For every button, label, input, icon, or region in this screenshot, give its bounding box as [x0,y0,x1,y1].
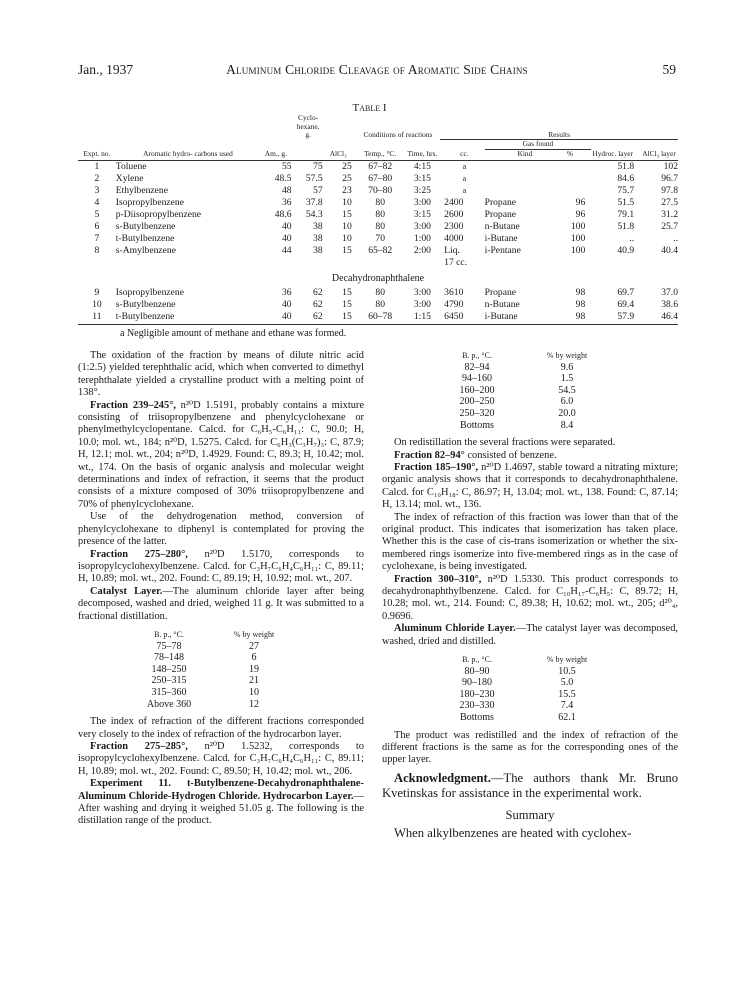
header-gas-found-label: Gas found [485,140,592,150]
fraction-heading: Fraction 275–285°, [90,740,188,752]
table-row [78,221,678,233]
gas-percent: 100 [570,245,586,256]
cyclohexane-amount: 38 [313,245,323,256]
weight-percent: 10 [249,686,259,698]
header-alcl3-layer: AlCl₃ layer [642,148,676,158]
table-row [78,245,678,257]
time: 2:00 [413,245,431,256]
paragraph-text: n²⁰D 1.5330. This product corresponds to decahydronaphthylbenzene. Calcd. for C₁₀H₁₇-C₆H₅: C, 89.72; H, 10.28; mol. wt., 214. Found: C, 89.38; H, 10.62; mol. wt., 205; d²⁰₄, 0.9696. [382,573,678,622]
expt-no: 8 [94,245,100,256]
hydroc-layer: 84.6 [617,173,635,184]
empty-cell [356,257,405,269]
amount: 48.5 [274,173,292,184]
weight-percent: 12 [249,698,259,710]
alcl3-layer: 25.7 [661,221,678,232]
expt-no: 9 [94,287,100,298]
gas-cc: Liq. [444,245,460,256]
alcl3-amount: 10 [342,197,352,208]
boiling-range: 94–160 [462,373,492,385]
left-column [78,350,364,828]
amount: 55 [281,161,292,172]
temperature: 60–78 [368,311,393,322]
weight-percent: 6 [251,652,257,664]
boiling-range: Bottoms [460,419,494,431]
expt-no: 4 [94,197,100,208]
gas-kind: Propane [484,197,517,208]
gas-cc-continued: 17 cc. [444,257,468,268]
empty-cell [78,257,116,269]
running-title: Aluminum Chloride Cleavage of Aromatic Side Chains [226,62,528,77]
header-gas-found [485,140,592,159]
table-footnote: a Negligible amount of methane and ethane was formed. [120,328,347,339]
temperature: 67–82 [368,161,393,172]
empty-cell [640,257,678,269]
page-number: 59 [662,62,676,77]
aromatic-name: s-Butylbenzene [115,299,176,310]
left-paragraph-4 [78,549,364,586]
left-paragraph-2 [78,400,364,512]
expt-no: 1 [94,161,100,172]
boiling-range: 80–90 [464,665,490,677]
amount: 40 [281,233,292,244]
hydroc-layer: 69.7 [617,287,635,298]
expt-no: 5 [94,209,100,220]
gas-percent [556,185,592,197]
aromatic-name: Isopropylbenzene [115,197,184,208]
alcl3-layer: 31.2 [661,209,678,220]
distillation-row [134,641,304,653]
cyclohexane-amount: 62 [313,299,323,310]
aromatic-name: Isopropylbenzene [115,287,184,298]
distillation-row [442,362,622,374]
left-paragraph-7 [78,741,364,778]
cyclohexane-amount: 54.3 [305,209,323,220]
weight-percent: 5.0 [560,677,574,689]
amount: 48.6 [274,209,292,220]
left-paragraph-3: Use of the dehydrogenation method, conversion of phenylcyclohexane to diphenyl is contemplated for proving the presence of the latter. [78,511,364,548]
gas-kind: i-Butane [484,233,518,244]
header-time: Time, hrs. [407,148,438,158]
distillation-row [442,666,622,678]
dist-header-weight: % by weight [233,629,275,639]
boiling-range: 315–360 [151,686,187,698]
header-results: Results [440,114,678,140]
gas-cc: a [462,186,467,195]
boiling-range: 180–230 [459,688,495,700]
left-paragraph-6: The index of refraction of the different fractions corresponded very closely to the index of refraction of the hydrocarbon layer. [78,716,364,740]
paragraph-text: consisted of benzene. [464,449,557,461]
alcl3-amount: 25 [342,173,352,184]
amount: 40 [281,299,292,310]
gas-kind: n-Butane [484,221,520,232]
expt-no: 10 [92,299,102,310]
alcl3-amount: 15 [342,209,352,220]
left-paragraph-5 [78,586,364,623]
distillation-row [442,677,622,689]
table-bottom-rule [78,324,678,325]
time: 3:15 [413,209,431,220]
distillation-row [134,652,304,664]
alcl3-amount: 10 [342,233,352,244]
weight-percent: 54.5 [558,384,576,396]
time: 3:15 [413,173,431,184]
table-header-row-2 [78,140,678,159]
boiling-range: 200–250 [459,396,495,408]
right-paragraph-2 [382,450,678,462]
boiling-range: 230–330 [459,700,495,712]
paragraph-text: —The aluminum chloride layer after being decomposed, washed and dried, weighed 11 g. It was submitted to a fractional distillation. [78,585,364,622]
cyclohexane-amount: 38 [313,221,323,232]
cyclohexane-amount: 62 [313,287,323,298]
weight-percent: 19 [249,663,259,675]
aromatic-name: Ethylbenzene [115,185,168,196]
header-hydroc-layer: Hydroc. layer [592,148,634,158]
hydroc-layer: 57.9 [617,311,635,322]
amount: 36 [281,197,292,208]
distillation-row [442,712,622,724]
gas-percent: 98 [575,311,586,322]
cyclohexane-amount: 62 [313,311,323,322]
gas-kind: Propane [484,287,517,298]
alcl3-layer: 97.8 [661,185,678,196]
table-header-row-1 [78,114,678,140]
temperature: 80 [375,197,385,208]
gas-kind [485,185,556,197]
expt-no: 2 [94,173,100,184]
gas-percent: 98 [575,287,586,298]
boiling-range: 75–78 [156,640,182,652]
alcl3-amount: 23 [342,185,352,196]
alcl3-amount: 15 [342,299,352,310]
gas-percent: 100 [570,221,586,232]
temperature: 65–82 [368,245,393,256]
cyclohexane-amount: 37.8 [305,197,323,208]
table-row [78,287,678,299]
gas-cc: 4790 [444,299,464,310]
time: 3:25 [413,185,431,196]
aromatic-name: t-Butylbenzene [115,311,175,322]
gas-cc: a [462,162,467,171]
empty-cell [556,257,592,269]
aromatic-name: s-Butylbenzene [115,221,176,232]
boiling-range: 82–94 [464,361,490,373]
section-heading: Aluminum Chloride Layer. [394,623,516,635]
gas-kind [485,173,556,185]
alcl3-layer: .. [673,233,678,244]
gas-percent [556,173,592,185]
expt-no: 3 [94,185,100,196]
temperature: 80 [375,209,385,220]
fraction-heading: Fraction 185–190°, [394,461,479,473]
summary-heading: Summary [505,808,555,823]
distillation-row [442,385,622,397]
issue-date: Jan., 1937 [78,62,134,77]
cyclohexane-amount: 57 [313,185,323,196]
table-row [78,233,678,245]
expt-no: 6 [94,221,100,232]
distillation-row [134,699,304,711]
table-body-cyclohexane [78,161,678,270]
gas-kind: i-Butane [484,311,518,322]
distillation-row [442,373,622,385]
boiling-range: 250–315 [151,675,187,687]
alcl3-layer: 102 [663,161,678,172]
weight-percent: 27 [249,640,259,652]
hydroc-layer: 51.8 [617,161,635,172]
header-expt: Expt. no. [83,148,111,158]
paragraph-text: n²⁰D 1.4697, stable toward a nitrating mixture; organic analysis shows that it corresponds to decahydronaphthalene. Calcd. for C₁₀H₁₈: C, 86.97; H, 13.04; mol. wt., 138. Found: C, 87.14; H, 13.14; mol. wt., 136. [382,461,678,511]
acknowledgment-heading: Acknowledgment. [394,770,491,785]
section-decahydronaphthalene: Decahydronaphthalene [331,273,425,284]
temperature: 70 [375,233,385,244]
gas-cc: 2600 [444,209,464,220]
header-amount: Am., g. [264,148,287,158]
alcl3-amount: 15 [342,245,352,256]
weight-percent: 8.4 [560,419,574,431]
gas-kind: Propane [484,209,517,220]
gas-cc: 2400 [444,197,464,208]
hydroc-layer: 69.4 [617,299,635,310]
cyclohexane-amount: 38 [313,233,323,244]
left-paragraph-8 [78,778,364,828]
paragraph-text: n²⁰D 1.5170, corresponds to isopropylcyclohexylbenzene. Calcd. for C₃H₇C₆H₄C₆H₁₁: C, 89.11; H, 10.89; mol. wt., 202. Found: C, 89.19; H, 10.92; mol. wt., 207. [78,548,364,585]
empty-cell [325,257,356,269]
distillation-row [442,700,622,712]
cyclohexane-amount: 75 [313,161,323,172]
header-kind: Kind [517,148,533,158]
right-paragraph-5 [382,574,678,624]
gas-kind [485,161,556,174]
aromatic-name: Xylene [115,173,144,184]
header-aromatic: Aromatic hydro- carbons used [143,148,233,158]
empty-cell [294,257,325,269]
boiling-range: Above 360 [146,698,192,710]
dist-header-weight: % by weight [546,351,588,360]
dist-header-weight: % by weight [546,655,588,665]
alcl3-layer: 96.7 [661,173,678,184]
right-paragraph-1: On redistillation the several fractions were separated. [394,437,616,449]
time: 3:00 [413,299,431,310]
weight-percent: 7.4 [560,700,574,712]
alcl3-layer: 38.6 [661,299,678,310]
empty-cell [116,257,260,269]
right-paragraph-4: The index of refraction of this fraction was lower than that of the original product. This indicates that isomerization has taken place. Whether this is the case of cis-trans isomerization or whether the six-membered rings isomerize into five-membered rings as in the case of cyclohexane, is being investigated. [382,511,678,573]
distillation-row [442,420,622,432]
table-row [78,209,678,221]
header-pct: % [566,148,574,158]
paragraph-text: —The catalyst layer was decomposed, washed, dried and distilled. [382,623,679,647]
temperature: 70–80 [368,185,393,196]
hydroc-layer: 79.1 [617,209,635,220]
aromatic-name: Toluene [115,161,147,172]
fraction-heading: Fraction 239–245°, [90,399,176,411]
distillation-table-alcl3 [442,654,622,724]
expt-no: 7 [94,233,100,244]
temperature: 80 [375,221,385,232]
dist-header-bp: B. p., °C. [462,655,492,665]
boiling-range: 160–200 [459,384,495,396]
alcl3-layer: 40.4 [661,245,678,256]
weight-percent: 62.1 [558,712,576,724]
empty-cell [485,257,556,269]
gas-kind: i-Pentane [484,245,521,256]
dist-header-bp: B. p., °C. [462,351,492,360]
weight-percent: 1.5 [560,373,574,385]
fraction-heading: Fraction 300–310°, [394,573,482,585]
running-head [78,62,676,82]
amount: 36 [281,287,292,298]
paragraph-text: n²⁰D 1.5232, corresponds to isopropylcyclohexylbenzene. Calcd. for C₃H₇C₆H₄C₆H₁₁: C, 89.11; H, 10.89; mol. wt., 202. Found: C, 89.50; H, 10.42; mol. wt., 206. [78,740,364,777]
alcl3-amount: 15 [342,311,352,322]
weight-percent: 10.5 [558,665,576,677]
header-cyclohexane: Cyclo- hexane, g. [296,113,320,139]
hydroc-layer: .. [629,233,635,244]
summary-text: When alkylbenzenes are heated with cyclohex- [394,825,632,840]
paragraph-text: —After washing and drying it weighed 51.05 g. The following is the distillation range of the product. [78,790,364,827]
weight-percent: 9.6 [560,361,574,373]
gas-percent: 100 [570,233,586,244]
weight-percent: 21 [249,675,259,687]
amount: 48 [281,185,292,196]
header-conditions: Conditions of reactions [363,130,433,139]
expt-no: 11 [92,311,102,322]
temperature: 67–80 [368,173,393,184]
distillation-row [134,675,304,687]
amount: 40 [281,221,292,232]
distillation-row [134,664,304,676]
section-heading: Catalyst Layer. [90,585,163,597]
distillation-row [442,396,622,408]
empty-cell [260,257,293,269]
gas-cc: 6450 [444,311,464,322]
alcl3-layer: 37.0 [661,287,678,298]
distillation-row [442,689,622,701]
right-paragraph-7: The product was redistilled and the index of refraction of the different fractions is the same as for the corresponding ones of the upper layer. [382,729,678,766]
table-body-decahydronaphthalene [78,287,678,323]
table-row [78,173,678,185]
empty-cell [591,257,640,269]
time: 3:00 [413,197,431,208]
header-alcl3: AlCl₃ [329,148,347,158]
alcl3-amount: 25 [342,161,352,172]
right-column [382,350,678,841]
time: 3:00 [413,221,431,232]
header-temp: Temp., °C. [364,148,397,158]
right-paragraph-6 [382,623,678,648]
boiling-range: 90–180 [462,677,492,689]
amount: 40 [281,311,292,322]
time: 4:15 [413,161,431,172]
gas-cc: 2300 [444,221,464,232]
alcl3-layer: 46.4 [661,311,678,322]
table-caption: Table I [352,102,387,114]
time: 1:00 [413,233,431,244]
boiling-range: Bottoms [460,712,494,724]
aromatic-name: p-Diisopropylbenzene [115,209,202,220]
table-section-row [78,269,678,287]
paragraph-text: n²⁰D 1.5191, probably contains a mixture consisting of triisopropylbenzene and phenylcyclohexane or phenylmethylcyclopentane. Calcd. for C₆H₅-C₆H₁₁: C, 90.0; H, 10.0; mol. wt., 184; n²⁰D, 1.5275. Calcd. for C₆H₃(C₃H₇)₃: C, 87.9; H, 12.1; mol. wt., 204; n²⁰D, 1.4929. Found: C, 89.3; H, 10.42; mol. wt., 174. On the basis of organic analysis and molecular weight determinations and index of refraction, it seems that the product consists of a mixture composed of 30% triisopropylbenzene and 70% of phenylcyclohexane. [78,399,365,510]
hydroc-layer: 75.7 [617,185,635,196]
header-cc: cc. [460,148,469,158]
gas-percent: 98 [575,299,586,310]
gas-percent: 96 [575,209,586,220]
gas-cc: a [462,174,467,183]
aromatic-name: s-Amylbenzene [115,245,176,256]
dist-header-bp: B. p., °C. [154,629,184,639]
hydroc-layer: 51.5 [617,197,635,208]
table-row [78,197,678,209]
acknowledgment [382,771,678,801]
temperature: 80 [375,299,385,310]
table-row [78,299,678,311]
empty-cell [405,257,441,269]
boiling-range: 78–148 [154,652,184,664]
gas-cc: 3610 [444,287,464,298]
gas-percent: 96 [575,197,586,208]
gas-percent [556,161,592,174]
cyclohexane-amount: 57.5 [305,173,323,184]
hydroc-layer: 40.9 [617,245,635,256]
gas-kind: n-Butane [484,299,520,310]
alcl3-amount: 15 [342,287,352,298]
distillation-row [134,687,304,699]
table-row [78,311,678,323]
experiment-heading: Experiment 11. t-Butylbenzene-Decahydronaphthalene-Aluminum Chloride-Hydrogen Chloride. Hydrocarbon Layer. [78,778,364,802]
weight-percent: 20.0 [558,407,576,419]
amount: 44 [281,245,292,256]
alcl3-amount: 10 [342,221,352,232]
distillation-row [442,408,622,420]
fraction-heading: Fraction 82–94° [394,449,465,461]
table-row [78,185,678,197]
right-paragraph-3 [382,462,678,512]
table-row-continuation [78,257,678,269]
aromatic-name: t-Butylbenzene [115,233,175,244]
results-table [78,114,678,323]
distillation-table-hydrocarbon [442,350,622,431]
weight-percent: 15.5 [558,688,576,700]
temperature: 80 [375,287,385,298]
hydroc-layer: 51.8 [617,221,635,232]
distillation-table-catalyst [134,629,304,710]
boiling-range: 250–320 [459,407,495,419]
time: 1:15 [413,311,431,322]
left-paragraph-1: The oxidation of the fraction by means of dilute nitric acid (1:2.5) yielded terephthalic acid, which when converted to dimethyl terephthalate yielded a crystalline product with a melting point of 138°. [78,350,364,399]
boiling-range: 148–250 [151,663,187,675]
weight-percent: 6.0 [560,396,574,408]
table-row [78,161,678,174]
gas-cc: 4000 [444,233,464,244]
acknowledgment-text: —The authors thank Mr. Bruno Kvetinskas for assistance in the experimental work. [382,770,678,801]
fraction-heading: Fraction 275–280°, [90,548,188,560]
alcl3-layer: 27.5 [661,197,678,208]
time: 3:00 [413,287,431,298]
